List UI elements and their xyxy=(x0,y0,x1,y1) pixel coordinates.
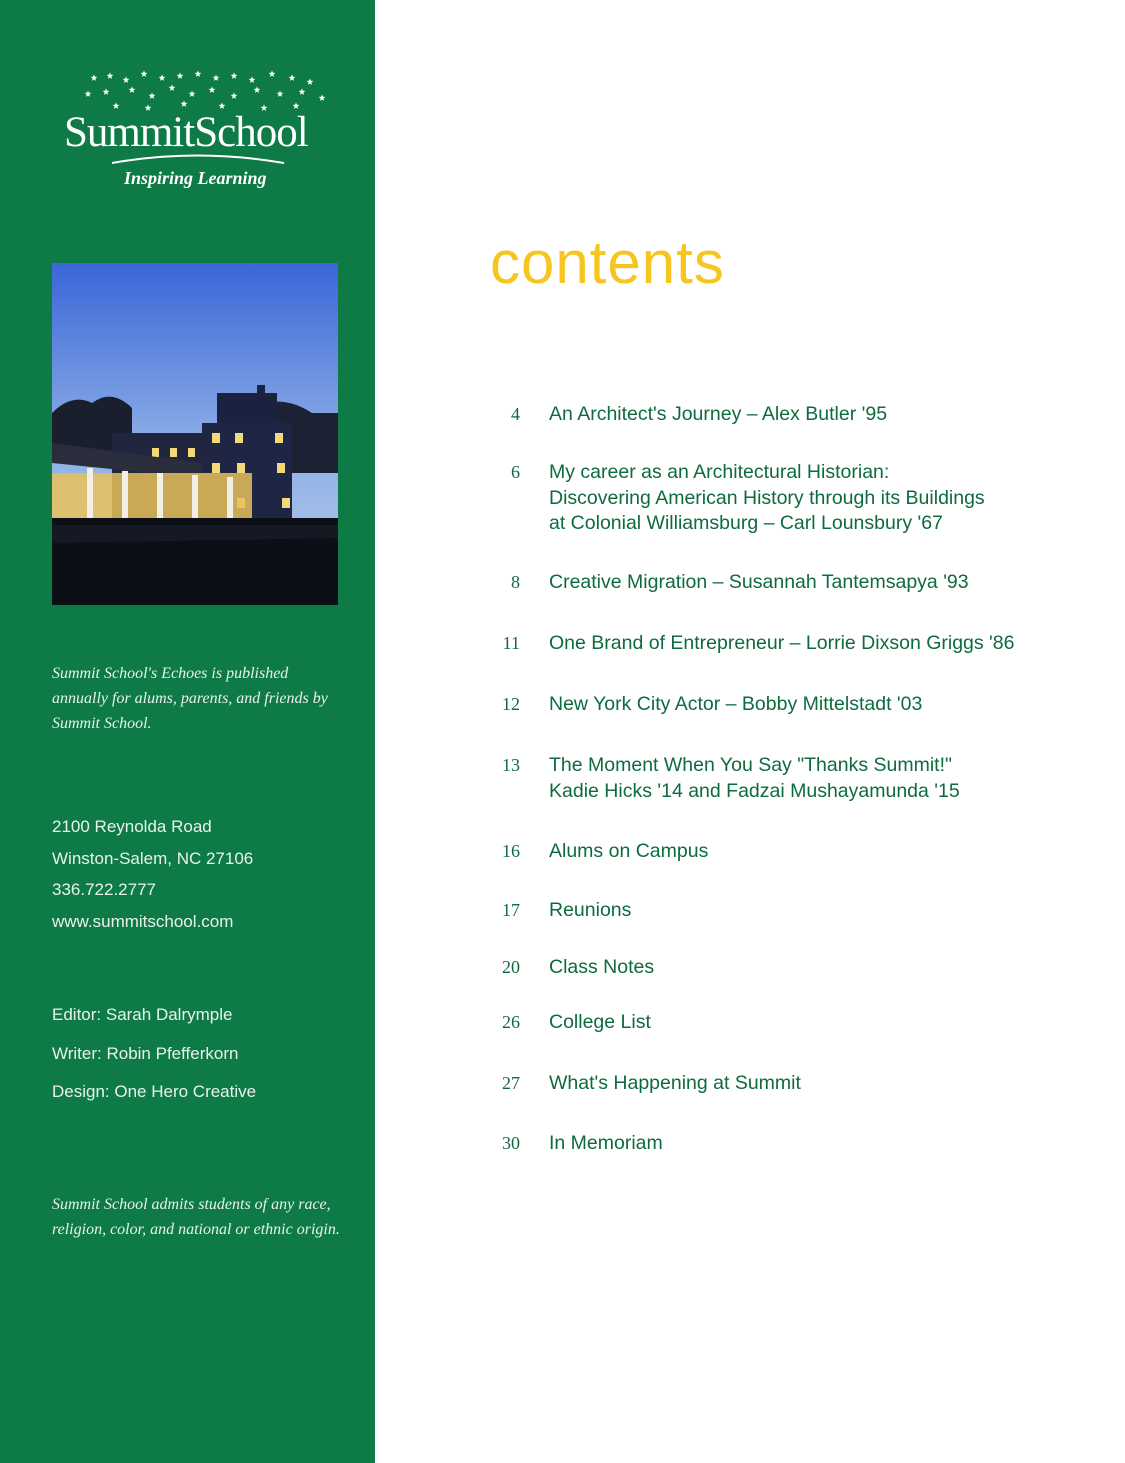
toc-title xyxy=(549,1010,651,1036)
toc-title xyxy=(549,1071,801,1097)
star-icon xyxy=(91,74,98,81)
toc-title xyxy=(549,631,1014,657)
toc-title-line: What's Happening at Summit xyxy=(549,1072,801,1094)
star-icon xyxy=(141,70,148,77)
star-icon xyxy=(277,90,284,97)
toc-page-number: 8 xyxy=(511,572,520,592)
admission-note: Summit School admits students of any race, religion, color, and national or ethnic origin. xyxy=(52,1196,340,1238)
toc-title-line: Kadie Hicks '14 and Fadzai Mushayamunda '15 xyxy=(549,779,960,802)
toc-title xyxy=(549,839,708,865)
toc-title-line: College List xyxy=(549,1011,651,1033)
toc-page-number: 26 xyxy=(502,1012,520,1032)
toc-title-line: Creative Migration – Susannah Tantemsapya '93 xyxy=(549,571,969,593)
toc-title-line: Class Notes xyxy=(549,956,655,978)
credits xyxy=(52,996,256,1112)
toc-title xyxy=(549,898,631,924)
star-icon xyxy=(159,74,166,81)
toc-page-number: 6 xyxy=(511,462,520,482)
address-city: Winston-Salem, NC 27106 xyxy=(52,848,254,868)
star-icon xyxy=(231,72,238,79)
star-icon xyxy=(209,86,216,93)
star-icon xyxy=(249,76,256,83)
toc-page-number: 20 xyxy=(502,957,520,977)
publication-note: Summit School's Echoes is published annually for alums, parents, and friends by Summit School. xyxy=(52,665,328,732)
toc-page-number: 4 xyxy=(511,404,520,424)
address-phone: 336.722.2777 xyxy=(52,880,156,899)
summit-school-logo xyxy=(52,68,342,198)
toc-title-line: Alums on Campus xyxy=(549,840,709,862)
logo-name: SummitSchool xyxy=(64,109,308,156)
toc-title-line: One Brand of Entrepreneur – Lorrie Dixson Griggs '86 xyxy=(549,632,1015,654)
toc-page-number: 16 xyxy=(502,841,520,861)
star-icon xyxy=(319,94,326,101)
star-icon xyxy=(289,74,296,81)
star-icon xyxy=(195,70,202,77)
star-icon xyxy=(299,88,306,95)
school-address xyxy=(52,811,253,937)
star-icon xyxy=(231,92,238,99)
toc-page-number: 13 xyxy=(502,755,520,775)
building-photo-icon xyxy=(52,263,338,605)
toc-title-line: Reunions xyxy=(549,899,632,921)
toc-title-line: Discovering American History through its Buildings xyxy=(549,486,985,509)
toc-title xyxy=(549,570,969,596)
address-street: 2100 Reynolda Road xyxy=(52,817,212,836)
star-icon xyxy=(181,100,188,107)
credit-writer: Writer: Robin Pfefferkorn xyxy=(52,1043,239,1063)
star-icon xyxy=(307,78,314,85)
toc-title-line: at Colonial Williamsburg – Carl Lounsbury '67 xyxy=(549,512,943,534)
star-icon xyxy=(123,76,130,83)
toc-page-number: 17 xyxy=(502,900,520,920)
sidebar xyxy=(0,0,375,1463)
toc-title-line: New York City Actor – Bobby Mittelstadt '03 xyxy=(549,693,923,715)
toc-title xyxy=(549,753,960,804)
star-icon xyxy=(177,72,184,79)
star-icon xyxy=(103,88,110,95)
toc-title xyxy=(549,1131,663,1157)
contents-title: contents xyxy=(490,229,725,296)
address-website: www.summitschool.com xyxy=(52,911,234,931)
toc-title-line: My career as an Architectural Historian: xyxy=(549,461,890,483)
toc-page-number: 30 xyxy=(502,1133,520,1153)
toc-title xyxy=(549,402,887,428)
star-icon xyxy=(189,90,196,97)
toc-page-number: 27 xyxy=(502,1073,520,1093)
toc-title-line: An Architect's Journey – Alex Butler '95 xyxy=(549,403,888,425)
toc-title xyxy=(549,460,985,537)
star-icon xyxy=(149,92,156,99)
credit-design: Design: One Hero Creative xyxy=(52,1082,257,1101)
toc-title-line: In Memoriam xyxy=(549,1132,663,1154)
star-icon xyxy=(213,74,220,81)
star-icon xyxy=(169,84,176,91)
logo-tagline: Inspiring Learning xyxy=(124,168,267,188)
toc-title xyxy=(549,692,922,718)
credit-editor: Editor: Sarah Dalrymple xyxy=(52,1005,233,1024)
toc-page-number: 12 xyxy=(502,694,520,714)
toc-page-number: 11 xyxy=(502,633,520,653)
star-icon xyxy=(129,86,136,93)
star-icon xyxy=(85,90,92,97)
toc-title-line: The Moment When You Say "Thanks Summit!" xyxy=(549,754,952,776)
star-icon xyxy=(254,86,261,93)
star-icon xyxy=(269,70,276,77)
star-icon xyxy=(107,72,114,79)
toc-title xyxy=(549,955,654,981)
school-building-photo xyxy=(52,263,338,605)
